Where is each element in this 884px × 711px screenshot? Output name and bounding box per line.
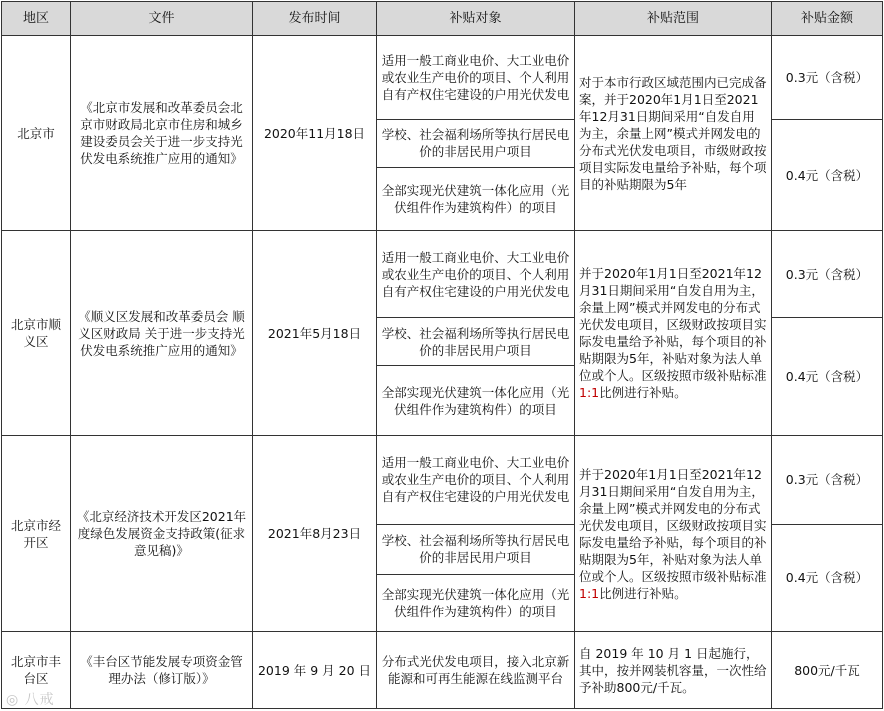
scope-text: 并于2020年1月1日至2021年12月31日期间采用“自发自用为主，余量上网”模式并网发电的分布式光伏发电项目，区级财政按项目实际发电量给予补贴，每个项目的补贴期限为5年，补贴对象为法人单位或个人。区级按照市级补贴标准 xyxy=(579,466,767,584)
region-cell: 北京市顺义区 xyxy=(2,231,71,436)
date-cell: 2021年8月23日 xyxy=(253,435,377,631)
scope-cell xyxy=(575,435,772,631)
scope-cell xyxy=(575,231,772,436)
target-cell: 分布式光伏发电项目，接入北京新能源和可再生能源在线监测平台 xyxy=(377,632,575,709)
table-row xyxy=(2,36,883,120)
header-document: 文件 xyxy=(71,2,253,36)
target-cell: 适用一般工商业电价、大工业电价或农业生产电价的项目、个人利用自有产权住宅建设的户用光伏发电 xyxy=(377,435,575,524)
date-cell: 2020年11月18日 xyxy=(253,36,377,231)
header-row xyxy=(2,2,883,36)
scope-ratio: 1:1 xyxy=(579,385,600,401)
target-cell: 学校、社会福利场所等执行居民电价的非居民用户项目 xyxy=(377,119,575,167)
amount-cell: 800元/千瓦 xyxy=(772,632,883,709)
region-cell: 北京市经开区 xyxy=(2,435,71,631)
region-cell: 北京市丰台区 xyxy=(2,632,71,709)
scope-text: 自 2019 年 10 月 1 日起施行，其中，按并网装机容量，一次性给予补助800元/千瓦。 xyxy=(579,645,767,695)
scope-ratio: 1:1 xyxy=(579,585,600,601)
amount-cell: 0.4元（含税） xyxy=(772,318,883,436)
target-cell: 学校、社会福利场所等执行居民电价的非居民用户项目 xyxy=(377,524,575,574)
table-row xyxy=(2,632,883,709)
table-row xyxy=(2,231,883,318)
amount-cell: 0.3元（含税） xyxy=(772,231,883,318)
scope-cell xyxy=(575,36,772,231)
amount-cell: 0.3元（含税） xyxy=(772,36,883,120)
amount-cell: 0.4元（含税） xyxy=(772,119,883,231)
region-cell: 北京市 xyxy=(2,36,71,231)
table-row xyxy=(2,435,883,524)
subsidy-table xyxy=(1,1,883,709)
target-cell: 适用一般工商业电价、大工业电价或农业生产电价的项目、个人利用自有产权住宅建设的户用光伏发电 xyxy=(377,36,575,120)
header-region: 地区 xyxy=(2,2,71,36)
scope-cell xyxy=(575,632,772,709)
watermark xyxy=(6,689,55,709)
scope-text: 并于2020年1月1日至2021年12月31日期间采用“自发自用为主，余量上网”模式并网发电的分布式光伏发电项目，区级财政按项目实际发电量给予补贴，每个项目的补贴期限为5年，补贴对象为法人单位或个人。区级按照市级补贴标准 xyxy=(579,266,767,384)
document-cell: 《顺义区发展和改革委员会 顺义区财政局 关于进一步支持光伏发电系统推广应用的通知》 xyxy=(71,231,253,436)
watermark-text: 八戒 xyxy=(24,692,55,708)
target-cell: 全部实现光伏建筑一体化应用（光伏组件作为建筑构件）的项目 xyxy=(377,574,575,631)
document-cell: 《北京经济技术开发区2021年度绿色发展资金支持政策(征求意见稿)》 xyxy=(71,435,253,631)
header-date: 发布时间 xyxy=(253,2,377,36)
date-cell: 2021年5月18日 xyxy=(253,231,377,436)
document-cell: 《北京市发展和改革委员会北京市财政局北京市住房和城乡建设委员会关于进一步支持光伏发电系统推广应用的通知》 xyxy=(71,36,253,231)
document-cell: 《丰台区节能发展专项资金管理办法（修订版）》 xyxy=(71,632,253,709)
header-amount: 补贴金额 xyxy=(772,2,883,36)
scope-text-end: 比例进行补贴。 xyxy=(599,385,687,401)
target-cell: 适用一般工商业电价、大工业电价或农业生产电价的项目、个人利用自有产权住宅建设的户用光伏发电 xyxy=(377,231,575,318)
scope-text: 对于本市行政区域范围内已完成备案，并于2020年1月1日至2021年12月31日期间采用“自发自用为主，余量上网”模式并网发电的分布式光伏发电项目，市级财政按项目实际发电量给予补贴，每个项目的补贴期限为5年 xyxy=(579,74,767,192)
target-cell: 学校、社会福利场所等执行居民电价的非居民用户项目 xyxy=(377,318,575,366)
date-cell: 2019 年 9 月 20 日 xyxy=(253,632,377,709)
amount-cell: 0.3元（含税） xyxy=(772,435,883,524)
amount-cell: 0.4元（含税） xyxy=(772,524,883,632)
target-cell: 全部实现光伏建筑一体化应用（光伏组件作为建筑构件）的项目 xyxy=(377,366,575,436)
header-target: 补贴对象 xyxy=(377,2,575,36)
scope-text-end: 比例进行补贴。 xyxy=(599,585,687,601)
header-scope: 补贴范围 xyxy=(575,2,772,36)
target-cell: 全部实现光伏建筑一体化应用（光伏组件作为建筑构件）的项目 xyxy=(377,167,575,230)
watermark-icon: ◎ xyxy=(6,692,20,708)
